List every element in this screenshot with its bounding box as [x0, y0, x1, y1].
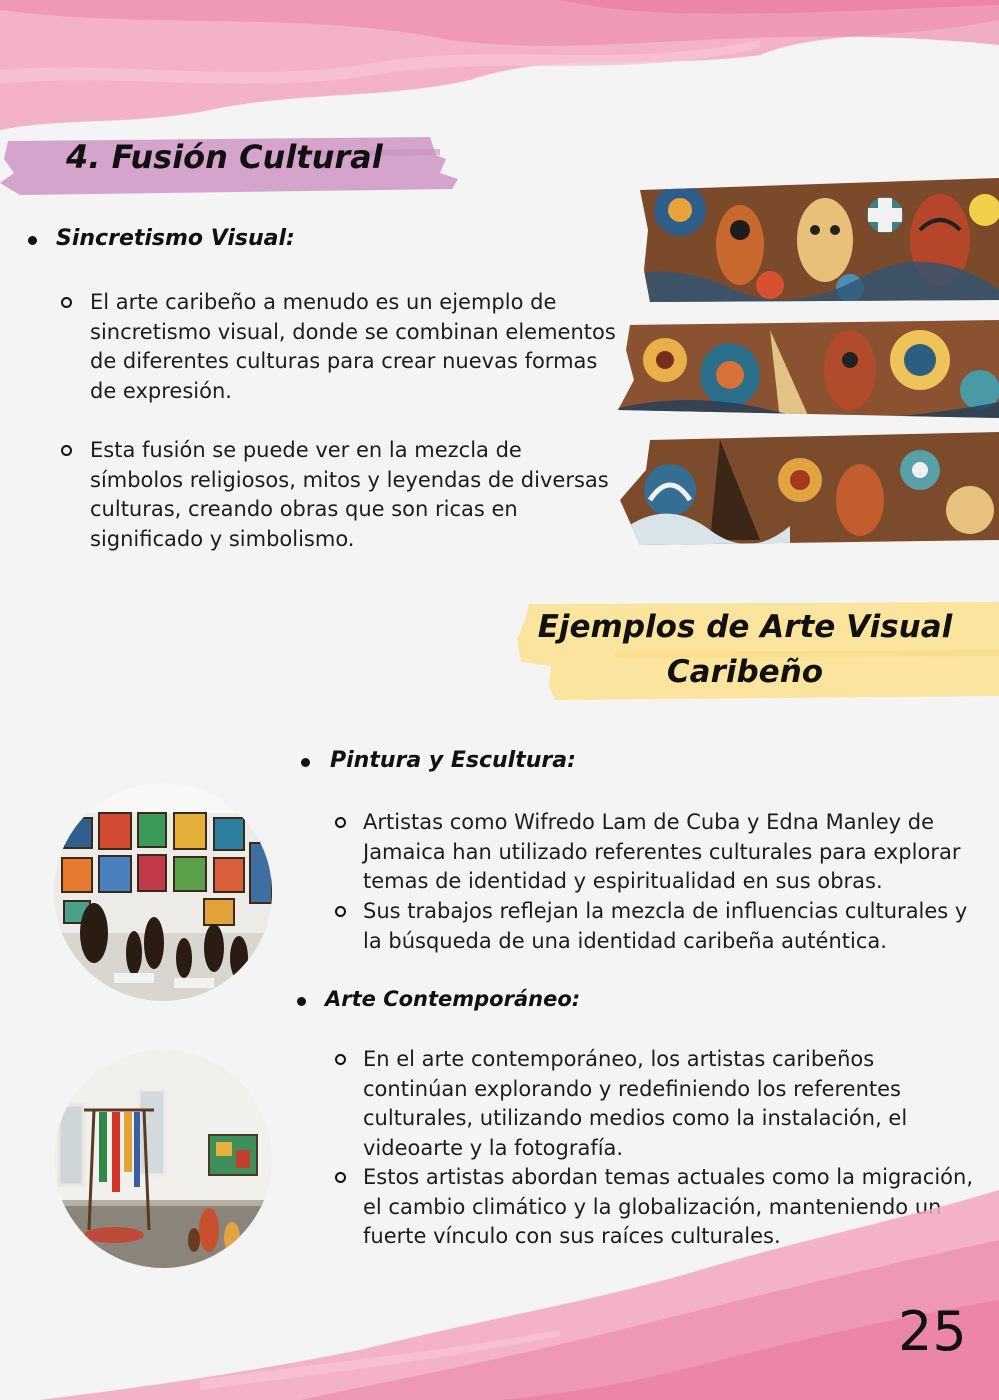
paragraph-sincretismo-1: El arte caribeño a menudo es un ejemplo de sincretismo visual, donde se combinan elementos de diferentes culturas para crear nuevas formas de expresión. — [90, 290, 616, 403]
bullet-heading-pintura: Pintura y Escultura: — [330, 748, 576, 773]
paragraph-contemporaneo-1: En el arte contemporáneo, los artistas caribeños continúan explorando y redefiniendo los referentes culturales, utilizando medios como la instalación, el videoarte y la fotografía. — [363, 1047, 908, 1160]
paragraph-sincretismo-2: Esta fusión se puede ver en la mezcla de símbolos religiosos, mitos y leyendas de diversas culturas, creando obras que son ricas en significado y simbolismo. — [90, 438, 609, 551]
bottom-brush-decoration — [0, 1180, 999, 1400]
gallery-paintings-photo — [54, 783, 272, 1001]
paragraph-contemporaneo-2: Estos artistas abordan temas actuales como la migración, el cambio climático y la globalización, manteniendo un fuerte vínculo con sus raíces culturales. — [363, 1165, 974, 1248]
section-title-fusion: 4. Fusión Cultural — [66, 138, 383, 176]
bullet-heading-sincretismo: Sincretismo Visual: — [56, 226, 295, 251]
bullet-heading-contemporaneo: Arte Contemporáneo: — [325, 987, 581, 1011]
paragraph-pintura-1: Artistas como Wifredo Lam de Cuba y Edna Manley de Jamaica han utilizado referentes culturales para explorar temas de identidad y espiritualidad en sus obras. — [363, 810, 961, 893]
bullet-dot — [28, 236, 37, 245]
section-title-examples: Ejemplos de Arte Visual Caribeño — [537, 609, 953, 690]
sub-bullet-ring — [335, 817, 346, 828]
sub-bullet-ring — [61, 445, 72, 456]
paragraph-pintura-2: Sus trabajos reflejan la mezcla de influencias culturales y la búsqueda de una identidad caribeña auténtica. — [363, 899, 968, 953]
sub-bullet-ring — [335, 1054, 346, 1065]
bullet-dot — [297, 997, 306, 1006]
sub-bullet-ring — [335, 906, 346, 917]
mural-strips-image — [610, 170, 999, 550]
top-brush-decoration — [0, 0, 999, 140]
page-number: 25 — [898, 1300, 967, 1363]
bullet-dot — [301, 758, 310, 767]
sub-bullet-ring — [61, 297, 72, 308]
